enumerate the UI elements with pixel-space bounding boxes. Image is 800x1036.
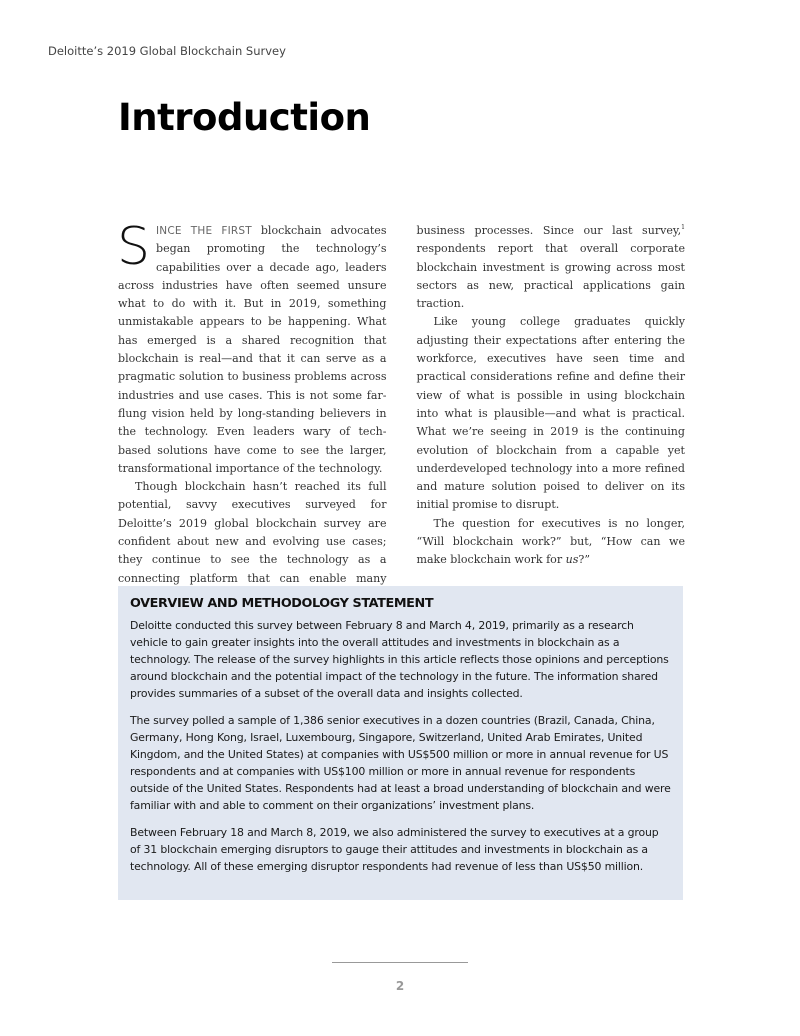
sidebar-paragraph-3: Between February 18 and March 8, 2019, we also administered the survey to executives at a group of 31 blockchain emerging disruptors to gauge their attitudes and investments in blockchain as a technology. All of these emerging disruptor respondents had revenue of less than US$50 million. xyxy=(130,826,659,873)
emphasis: us xyxy=(565,553,579,567)
page-title: Introduction xyxy=(118,96,371,139)
page-number: 2 xyxy=(395,979,405,993)
intro-paragraph-4 xyxy=(417,515,686,570)
paragraph-text: Though blockchain hasn’t reached its full potential, savvy executives surveyed for Deloitte’s 2019 global blockchain survey are confident about new and evolving use cases; they continue to see the technology as a connecting platform that can enable many business processes. Since our last survey, xyxy=(118,224,682,585)
paragraph-text: The question for executives is no longer, “Will blockchain work?” but, “How can we make blockchain work for xyxy=(416,516,685,567)
footer-divider xyxy=(332,962,468,963)
drop-cap: S xyxy=(117,217,151,277)
intro-body xyxy=(117,217,685,588)
methodology-sidebar xyxy=(118,586,683,900)
sidebar-paragraph-1: Deloitte conducted this survey between February 8 and March 4, 2019, primarily as a research vehicle to gain greater insights into the overall attitudes and investments in blockchain as a technology. The release of the survey highlights in this article reflects those opinions and perceptions around blockchain and the potential impact of the technology in the future. The information shared provides summaries of a subset of the overall data and insights collected. xyxy=(130,619,669,700)
paragraph-text: respondents report that overall corporate blockchain investment is growing across most sectors as new, practical applications gain traction. xyxy=(416,242,685,311)
footnote-ref[interactable]: 1 xyxy=(681,224,685,231)
intro-paragraph-1 xyxy=(117,217,387,478)
running-header: Deloitte’s 2019 Global Blockchain Survey xyxy=(48,44,286,58)
intro-paragraph-3: Like young college graduates quickly adjusting their expectations after entering the workforce, executives have seen time and practical considerations refine and define their view of what is possible in using blockchain into what is plausible—and what is practical. What we’re seeing in 2019 is the continuing evolution of blockchain from a capable yet underdeveloped technology into a more refined and mature solution poised to deliver on its initial promise to disrupt. xyxy=(416,315,685,512)
paragraph-text: blockchain advocates began promoting the technology’s capabilities over a decade ago, leaders across industries have often seemed unsure what to do with it. But in 2019, something unmistakable appears to be happening. What has emerged is a shared recognition that blockchain is real—and that it can serve as a pragmatic solution to business problems across industries and use cases. This is not some far-flung vision held by long-standing believers in the technology. Even leaders wary of tech-based solutions have come to see the larger, transformational importance of the technology. xyxy=(118,224,387,475)
paragraph-text: ?” xyxy=(578,553,590,567)
sidebar-heading: OVERVIEW AND METHODOLOGY STATEMENT xyxy=(130,596,434,611)
lead-in: INCE THE FIRST xyxy=(156,225,252,237)
sidebar-paragraph-2: The survey polled a sample of 1,386 senior executives in a dozen countries (Brazil, Canada, China, Germany, Hong Kong, Israel, Luxembourg, Singapore, Switzerland, United Arab Emirates, United Kingdom, and the United States) at companies with US$500 million or more in annual revenue for US respondents and at companies with US$100 million or more in annual revenue for respondents outside of the United States. Respondents had at least a broad understanding of blockchain and were familiar with and able to comment on their organizations’ investment plans. xyxy=(130,714,671,812)
